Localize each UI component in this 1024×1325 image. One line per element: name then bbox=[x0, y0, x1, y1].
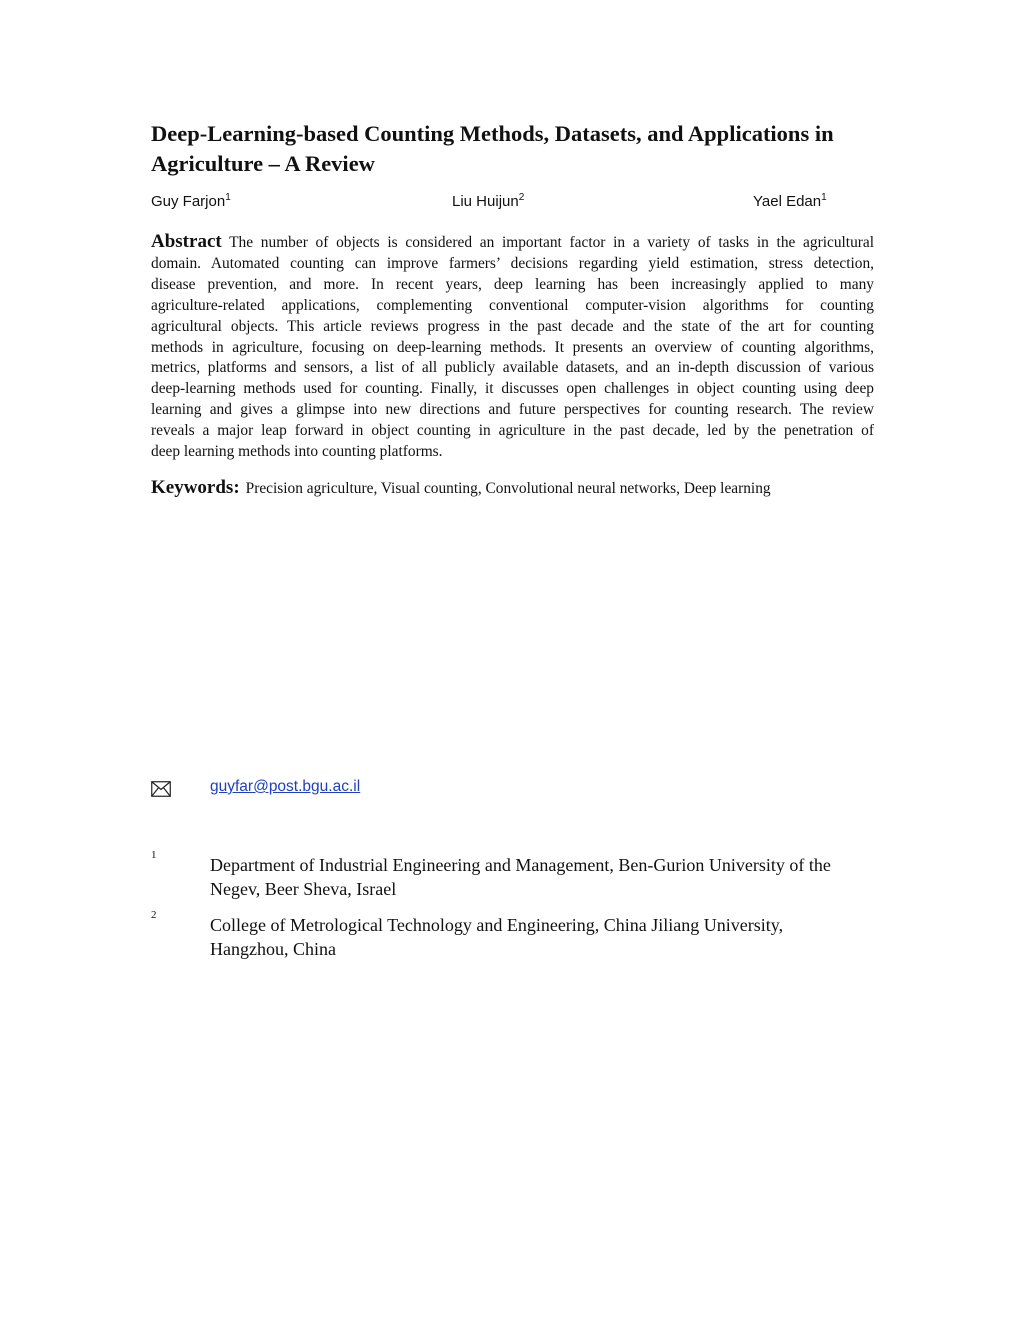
abstract-heading: Abstract bbox=[151, 231, 222, 252]
affiliation-line: College of Metrological Technology and Engineering, China Jiliang University, bbox=[210, 915, 784, 935]
keywords bbox=[151, 477, 891, 499]
abstract-line: disease prevention, and more. In recent years, deep learning has been increasingly applied to many bbox=[151, 275, 874, 293]
abstract-line: domain. Automated counting can improve farmers’ decisions regarding yield estimation, stress detection, bbox=[151, 254, 874, 272]
abstract-line: reveals a major leap forward in object counting in agriculture in the past decade, led by the penetration of bbox=[151, 422, 874, 440]
keywords-heading: Keywords: bbox=[151, 477, 240, 498]
abstract bbox=[151, 232, 874, 463]
abstract-line: deep-learning methods used for counting. Finally, it discusses open challenges in object counting using deep bbox=[151, 380, 874, 398]
author-name: Yael Edan bbox=[753, 193, 822, 210]
author-name: Guy Farjon bbox=[151, 193, 226, 210]
author-list bbox=[151, 193, 891, 217]
envelope-icon bbox=[151, 781, 171, 797]
abstract-line: metrics, platforms and sensors, a list of all publicly available datasets, and an in-depth discussion of various bbox=[151, 359, 874, 377]
author-name: Liu Huijun bbox=[452, 193, 519, 210]
affiliation-number: 1 bbox=[151, 849, 157, 861]
keywords-text: Precision agriculture, Visual counting, Convolutional neural networks, Deep learning bbox=[245, 480, 771, 497]
author-affiliation-mark: 1 bbox=[225, 192, 231, 203]
abstract-line bbox=[151, 232, 874, 254]
affiliation-line: Department of Industrial Engineering and Management, Ben-Gurion University of the bbox=[210, 855, 831, 875]
author-affiliation-mark: 2 bbox=[518, 192, 525, 203]
author-liu-huijun bbox=[452, 193, 524, 210]
paper-title bbox=[151, 119, 891, 179]
title-line: Agriculture – A Review bbox=[151, 151, 375, 176]
abstract-line: agricultural objects. This article reviews progress in the past decade and the state of the art for counting bbox=[151, 317, 874, 335]
author-guy-farjon bbox=[151, 193, 231, 210]
contact-email-row bbox=[151, 778, 651, 802]
abstract-line: deep learning methods into counting platforms. bbox=[151, 443, 443, 461]
author-affiliation-mark: 1 bbox=[821, 192, 827, 203]
abstract-text: The number of objects is considered an important factor in a variety of tasks in the agricultural bbox=[229, 234, 874, 251]
abstract-line: agriculture-related applications, complementing conventional computer-vision algorithms for counting bbox=[151, 296, 874, 314]
affiliation-text bbox=[210, 913, 900, 961]
author-yael-edan bbox=[753, 193, 827, 210]
affiliation-line: Hangzhou, China bbox=[210, 939, 336, 959]
email-link[interactable]: guyfar@post.bgu.ac.il bbox=[210, 778, 361, 795]
abstract-line: methods in agriculture, focusing on deep-learning methods. It presents an overview of counting algorithms, bbox=[151, 338, 874, 356]
affiliation-text bbox=[210, 853, 900, 901]
affiliation-line: Negev, Beer Sheva, Israel bbox=[210, 879, 397, 899]
abstract-line: learning and gives a glimpse into new directions and future perspectives for counting research. The review bbox=[151, 401, 874, 419]
affiliation-number: 2 bbox=[151, 909, 157, 921]
title-line: Deep-Learning-based Counting Methods, Datasets, and Applications in bbox=[151, 121, 834, 146]
